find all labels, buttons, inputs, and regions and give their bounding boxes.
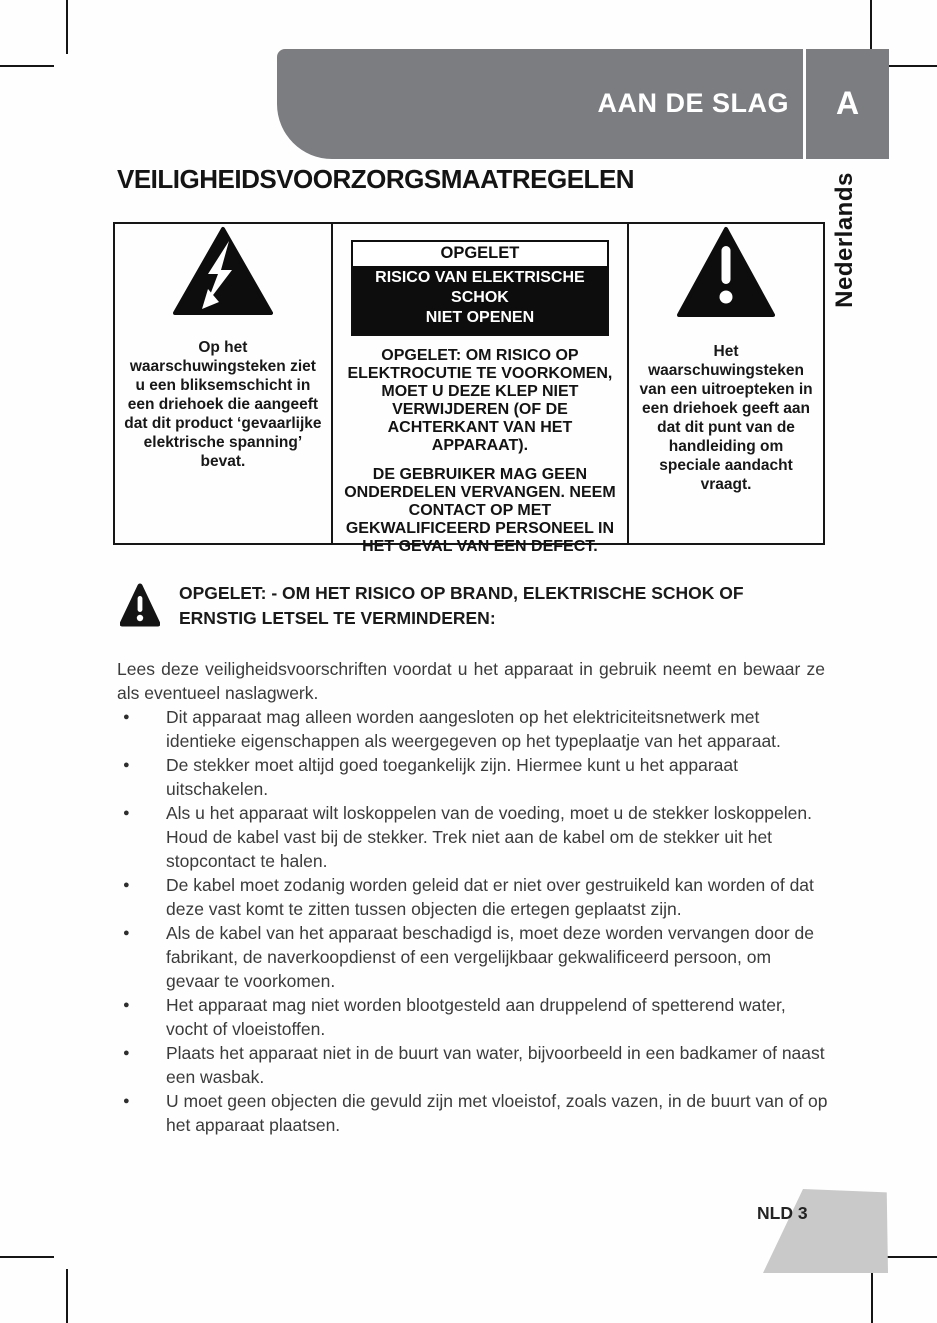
list-item: ● Plaats het apparaat niet in de buurt van water, bijvoorbeeld in een badkamer of naast een wasbak. — [117, 1041, 829, 1089]
warning-cell-lightning — [115, 224, 331, 543]
language-side-tab: Nederlands — [831, 172, 858, 308]
intro-paragraph: Lees deze veiligheidsvoorschriften voordat u het apparaat in gebruik neemt en bewaar ze als eventueel naslagwerk. — [117, 659, 825, 703]
shock-warning-box-body — [353, 266, 607, 334]
shock-warning-line2: NIET OPENEN — [425, 309, 535, 326]
caution-triangle-icon — [120, 583, 160, 629]
crop-mark — [66, 0, 68, 54]
warning-cell-center — [331, 224, 629, 555]
exclamation-triangle-icon — [677, 226, 775, 318]
bullet-icon: ● — [123, 1047, 130, 1059]
chapter-header-bar — [277, 49, 803, 159]
warning-paragraph-2: DE GEBRUIKER MAG GEEN ONDERDELEN VERVANGEN. NEEM CONTACT OP MET GEKWALIFICEERD PERSONEEL IN HET GEVAL VAN EEN DEFECT. — [344, 466, 616, 555]
list-item: ● De kabel moet zodanig worden geleid dat er niet over gestruikeld kan worden of dat deze vast komt te zitten tussen objecten die ertegen geplaatst zijn. — [117, 873, 829, 921]
caution-note — [120, 581, 779, 631]
shock-warning-line1: RISICO VAN ELEKTRISCHE SCHOK — [375, 269, 585, 306]
corner-decoration — [763, 1189, 888, 1273]
bullet-icon: ● — [123, 879, 130, 891]
list-item: ● Dit apparaat mag alleen worden aangesloten op het elektriciteitsnetwerk met identieke eigenschappen als weergegeven op het typeplaatje van het apparaat. — [117, 705, 829, 753]
chapter-letter-tab — [806, 49, 889, 159]
bullet-icon: ● — [123, 759, 130, 771]
bullet-icon: ● — [123, 927, 130, 939]
crop-mark — [0, 65, 54, 67]
bullet-icon: ● — [123, 1095, 130, 1107]
shock-warning-box-title: OPGELET — [353, 242, 607, 266]
safety-instructions-list — [117, 705, 829, 1137]
list-item: ● De stekker moet altijd goed toegankelijk zijn. Hiermee kunt u het apparaat uitschakelen. — [117, 753, 829, 801]
page-number: NLD 3 — [757, 1203, 808, 1223]
list-item: ● U moet geen objecten die gevuld zijn met vloeistof, zoals vazen, in de buurt van of op het apparaat plaatsen. — [117, 1089, 829, 1137]
warning-paragraph-1: OPGELET: OM RISICO OP ELEKTROCUTIE TE VOORKOMEN, MOET U DEZE KLEP NIET VERWIJDEREN (OF DE ACHTERKANT VAN HET APPARAAT). — [347, 347, 613, 454]
shock-warning-box — [351, 240, 609, 336]
crop-mark — [0, 1256, 54, 1258]
caution-heading: OPGELET: - OM HET RISICO OP BRAND, ELEKTRISCHE SCHOK OF ERNSTIG LETSEL TE VERMINDEREN: — [179, 583, 744, 628]
bullet-icon: ● — [123, 807, 130, 819]
chapter-letter: A — [835, 84, 860, 121]
list-item: ● Het apparaat mag niet worden blootgesteld aan druppelend of spetterend water, vocht of vloeistoffen. — [117, 993, 829, 1041]
crop-mark — [883, 1256, 937, 1258]
crop-mark — [871, 1269, 873, 1323]
list-item: ● Als de kabel van het apparaat beschadigd is, moet deze worden vervangen door de fabrikant, de naverkoopdienst of een vergelijkbaar gekwalificeerd persoon, om gevaar te voorkomen. — [117, 921, 829, 993]
crop-mark — [870, 0, 872, 54]
bullet-icon: ● — [123, 999, 130, 1011]
chapter-title: AAN DE SLAG — [597, 87, 789, 118]
warning-text-lightning: Op het waarschuwingsteken ziet u een bliksemschicht in een driehoek die aangeeft dat dit product ‘gevaarlijke elektrische spanning’ bevat. — [124, 339, 322, 470]
list-item: ● Als u het apparaat wilt loskoppelen van de voeding, moet u de stekker loskoppelen. Houd de kabel vast bij de stekker. Trek niet aan de kabel om de stekker uit het stopcontact te halen. — [117, 801, 829, 873]
warning-table — [113, 222, 825, 555]
page-title: VEILIGHEIDSVOORZORGSMAATREGELEN — [117, 164, 635, 194]
lightning-triangle-icon — [173, 226, 273, 316]
crop-mark — [66, 1269, 68, 1323]
crop-mark — [883, 65, 937, 67]
warning-text-exclamation: Het waarschuwingsteken van een uitroepteken in een driehoek geeft aan dat dit punt van de handleiding om speciale aandacht vraagt. — [639, 343, 813, 493]
bullet-icon: ● — [123, 711, 130, 723]
warning-cell-exclamation — [629, 224, 823, 543]
